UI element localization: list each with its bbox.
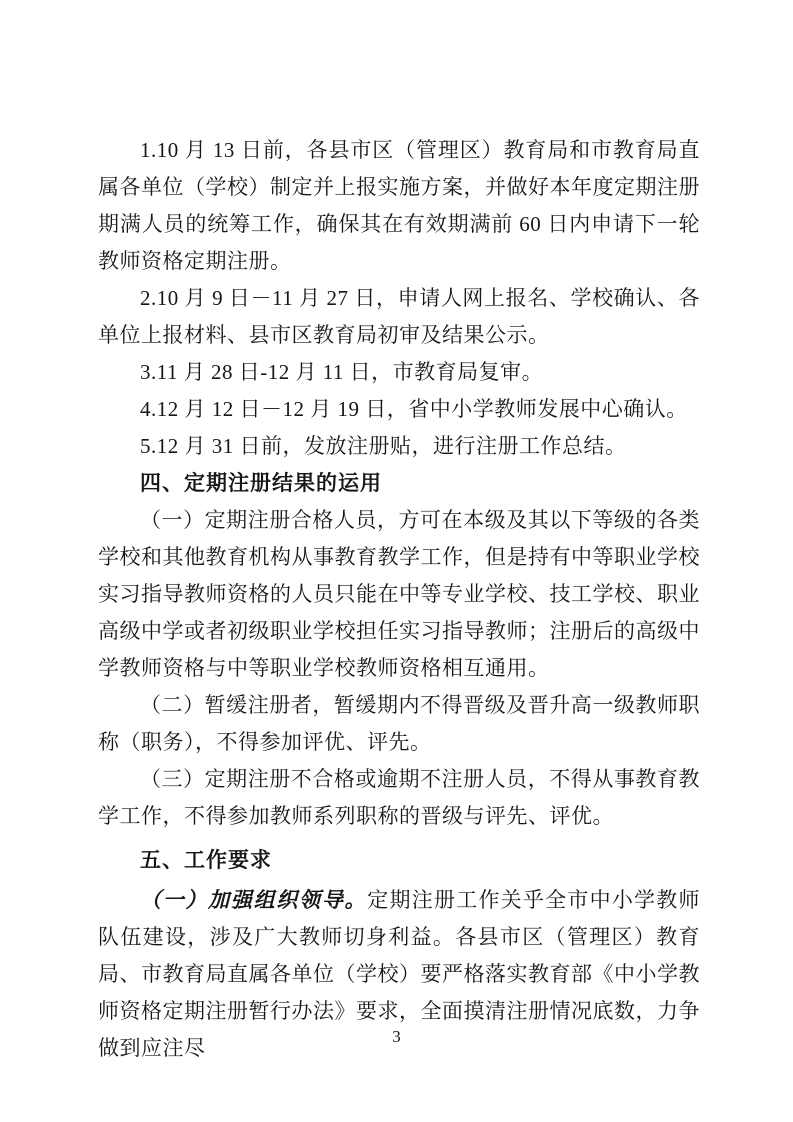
body-paragraph: （三）定期注册不合格或逾期不注册人员，不得从事教育教学工作，不得参加教师系列职称的晋级与评先、评优。 — [98, 767, 700, 828]
body-paragraph: （二）暂缓注册者，暂缓期内不得晋级及晋升高一级教师职称（职务），不得参加评优、评先。 — [98, 693, 700, 754]
paragraph-text: 定期注册工作关乎全市中小学教师队伍建设，涉及广大教师切身利益。各县市区（管理区）教育局、市教育局直属各单位（学校）要严格落实教育部《中小学教师资格定期注册暂行办法》要求，全面摸清注册情况底数，力争做到应注尽 — [98, 888, 701, 1060]
page-number: 3 — [392, 1027, 401, 1046]
section-heading: 五、工作要求 — [140, 849, 272, 872]
paragraph-lead-bold: （一）加强组织领导。 — [140, 888, 368, 912]
document-body — [98, 132, 700, 1067]
body-paragraph: 5.12 月 31 日前，发放注册贴，进行注册工作总结。 — [140, 434, 627, 458]
body-paragraph: 1.10 月 13 日前，各县市区（管理区）教育局和市教育局直属各单位（学校）制定并上报实施方案，并做好本年度定期注册期满人员的统筹工作，确保其在有效期满前 60 日内申请下一轮教师资格定期注册。 — [98, 138, 700, 273]
body-paragraph: （一）定期注册合格人员，方可在本级及其以下等级的各类学校和其他教育机构从事教育教学工作，但是持有中等职业学校实习指导教师资格的人员只能在中等专业学校、技工学校、职业高级中学或者初级职业学校担任实习指导教师；注册后的高级中学教师资格与中等职业学校教师资格相互通用。 — [98, 508, 700, 680]
body-paragraph: 3.11 月 28 日-12 月 11 日，市教育局复审。 — [140, 360, 544, 384]
body-paragraph: 4.12 月 12 日－12 月 19 日，省中小学教师发展中心确认。 — [140, 397, 688, 421]
section-heading: 四、定期注册结果的运用 — [140, 472, 382, 495]
body-paragraph: 2.10 月 9 日－11 月 27 日，申请人网上报名、学校确认、各单位上报材料、县市区教育局初审及结果公示。 — [98, 286, 700, 347]
